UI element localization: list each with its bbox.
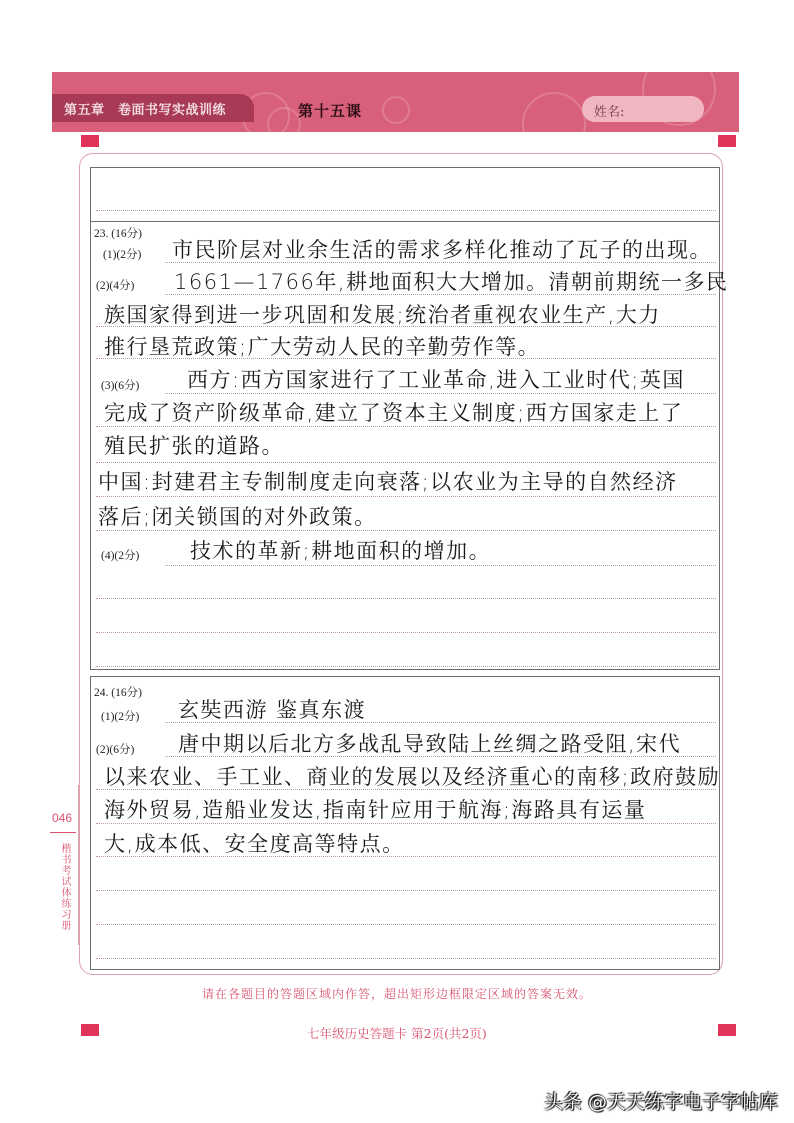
- writing-line: [165, 262, 716, 263]
- answer-text: 以来农业、手工业、商业的发展以及经济重心的南移;政府鼓励: [104, 765, 721, 789]
- writing-line: [96, 210, 716, 211]
- writing-line: [96, 530, 716, 531]
- swirl-decoration: [267, 107, 301, 132]
- writing-line: [96, 326, 716, 327]
- part-label: (3)(6分): [101, 380, 140, 392]
- question-number: 24. (16分): [94, 687, 142, 699]
- answer-text: 海外贸易,造船业发达,指南针应用于航海;海路具有运量: [104, 798, 647, 822]
- part-label: (1)(2分): [101, 711, 140, 723]
- answer-text: 落后;闭关锁国的对外政策。: [98, 505, 377, 529]
- writing-line: [96, 924, 716, 925]
- part-label: (2)(4分): [96, 280, 135, 292]
- swirl-decoration: [522, 92, 586, 132]
- writing-line: [165, 756, 716, 757]
- writing-line: [96, 632, 716, 633]
- alignment-marker-top-right: [718, 135, 736, 147]
- writing-line: [96, 823, 716, 824]
- answer-text: 大,成本低、安全度高等特点。: [104, 832, 405, 856]
- answer-area-notice: 请在各题目的答题区域内作答，超出矩形边框限定区域的答案无效。: [201, 987, 592, 1001]
- lesson-title: 第十五课: [298, 102, 363, 120]
- writing-line: [96, 462, 716, 463]
- answer-text: 中国:封建君主专制制度走向衰落;以农业为主导的自然经济: [98, 470, 678, 494]
- name-label: 姓名:: [594, 105, 625, 120]
- answer-text: 技术的革新;耕地面积的增加。: [190, 539, 492, 563]
- answer-text: 推行垦荒政策;广大劳动人民的辛勤劳作等。: [104, 335, 541, 359]
- answer-text: 西方:西方国家进行了工业革命,进入工业时代;英国: [187, 368, 685, 392]
- answer-text: 唐中期以后北方多战乱导致陆上丝绸之路受阻,宋代: [178, 732, 682, 756]
- page-header: [52, 72, 739, 132]
- answer-text: 族国家得到进一步巩固和发展;统治者重视农业生产,大力: [104, 303, 661, 327]
- writing-line: [165, 722, 716, 723]
- side-rule: [50, 832, 76, 833]
- answer-text: 1661—1766年,耕地面积大大增加。清朝前期统一多民: [174, 270, 729, 294]
- answer-text: 完成了资产阶级革命,建立了资本主义制度;西方国家走上了: [104, 401, 684, 425]
- question-number: 23. (16分): [94, 228, 142, 240]
- part-label: (4)(2分): [101, 550, 140, 562]
- writing-line: [165, 294, 716, 295]
- alignment-marker-top-left: [81, 135, 99, 147]
- answer-text: 市民阶层对业余生活的需求多样化推动了瓦子的出现。: [172, 238, 712, 262]
- writing-line: [96, 958, 716, 959]
- watermark: 头条 @天天练字电子字帖库: [543, 1091, 778, 1113]
- writing-line: [96, 666, 716, 667]
- writing-line: [96, 426, 716, 427]
- chapter-title: 第五章 卷面书写实战训练: [64, 103, 227, 118]
- part-label: (1)(2分): [103, 249, 142, 261]
- writing-line: [96, 890, 716, 891]
- name-field[interactable]: [582, 96, 704, 122]
- writing-line: [96, 358, 716, 359]
- writing-line: [96, 496, 716, 497]
- writing-line: [96, 856, 716, 857]
- writing-line: [96, 598, 716, 599]
- answer-text: 殖民扩张的道路。: [104, 434, 284, 458]
- writing-line: [165, 565, 716, 566]
- side-divider: [78, 785, 79, 945]
- book-title: 楷书考试体练习册: [59, 843, 70, 931]
- writing-line: [165, 393, 716, 394]
- part-label: (2)(6分): [96, 744, 135, 756]
- writing-line: [96, 789, 716, 790]
- page-footer: 七年级历史答题卡 第2页(共2页): [307, 1026, 487, 1041]
- answer-text: 玄奘西游 鉴真东渡: [178, 698, 367, 722]
- answer-box-previous: [90, 167, 720, 222]
- page-number: 046: [52, 811, 73, 825]
- swirl-decoration: [382, 96, 410, 124]
